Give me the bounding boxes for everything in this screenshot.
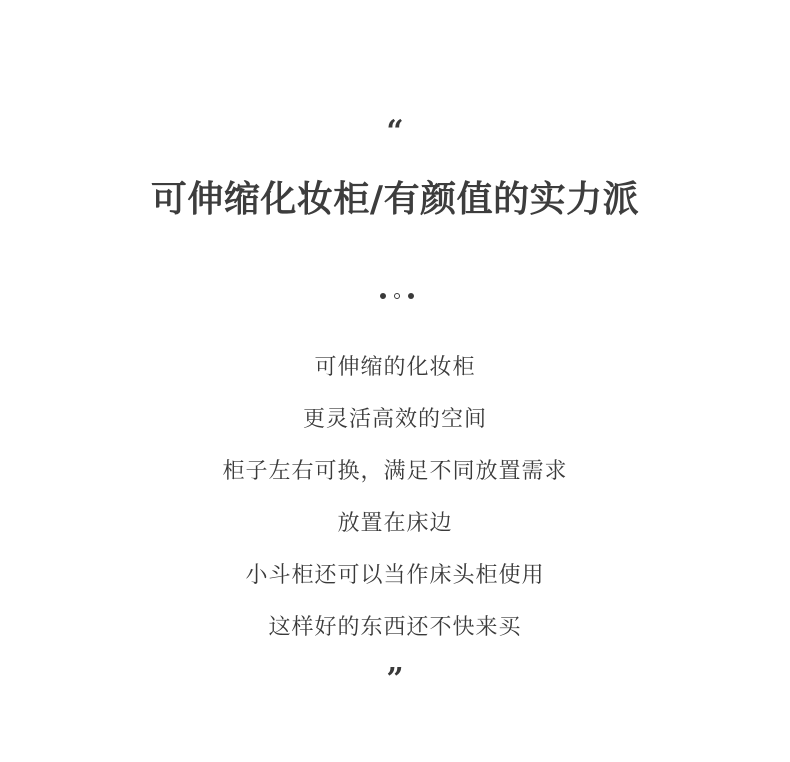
- description-line: 更灵活高效的空间: [302, 407, 487, 432]
- description-line: 可伸缩的化妆柜: [314, 355, 476, 380]
- hollow-dot-icon: [394, 293, 400, 299]
- closing-quote-mark: ”: [386, 662, 404, 697]
- filled-dot-icon: [380, 293, 386, 299]
- opening-quote-mark: “: [386, 114, 404, 149]
- page-title: 可伸缩化妆柜/有颜值的实力派: [150, 179, 640, 220]
- filled-dot-icon: [408, 293, 414, 299]
- dot-ornament-icon: [380, 292, 414, 300]
- description-line: 柜子左右可换，满足不同放置需求: [222, 459, 568, 484]
- description-line: 小斗柜还可以当作床头柜使用: [245, 563, 545, 588]
- description-line: 这样好的东西还不快来买: [268, 615, 522, 640]
- description-list: [0, 350, 790, 662]
- description-line: 放置在床边: [337, 511, 453, 536]
